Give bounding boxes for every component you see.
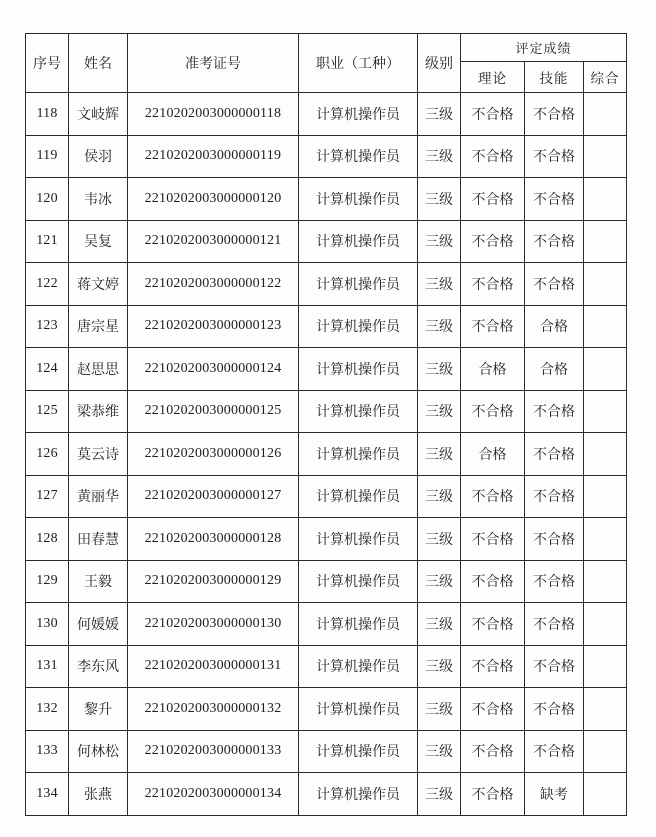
cell-seq: 119 bbox=[26, 135, 69, 178]
cell-name: 王毅 bbox=[69, 560, 128, 603]
cell-skill: 不合格 bbox=[525, 475, 584, 518]
cell-occupation: 计算机操作员 bbox=[299, 178, 418, 221]
cell-skill: 合格 bbox=[525, 305, 584, 348]
cell-theory: 不合格 bbox=[461, 475, 525, 518]
cell-seq: 125 bbox=[26, 390, 69, 433]
cell-seq: 122 bbox=[26, 263, 69, 306]
cell-seq: 134 bbox=[26, 773, 69, 816]
cell-seq: 121 bbox=[26, 220, 69, 263]
cell-theory: 不合格 bbox=[461, 390, 525, 433]
cell-theory: 不合格 bbox=[461, 773, 525, 816]
cell-seq: 130 bbox=[26, 603, 69, 646]
header-row-top bbox=[26, 34, 627, 62]
cell-level: 三级 bbox=[418, 603, 461, 646]
cell-exam-id: 2210202003000000120 bbox=[128, 178, 299, 221]
cell-skill: 不合格 bbox=[525, 603, 584, 646]
table-row bbox=[26, 220, 627, 263]
cell-seq: 120 bbox=[26, 178, 69, 221]
cell-exam-id: 2210202003000000125 bbox=[128, 390, 299, 433]
cell-level: 三级 bbox=[418, 518, 461, 561]
cell-name: 蒋文婷 bbox=[69, 263, 128, 306]
cell-seq: 128 bbox=[26, 518, 69, 561]
cell-level: 三级 bbox=[418, 220, 461, 263]
cell-seq: 132 bbox=[26, 688, 69, 731]
cell-occupation: 计算机操作员 bbox=[299, 93, 418, 136]
cell-level: 三级 bbox=[418, 93, 461, 136]
cell-seq: 126 bbox=[26, 433, 69, 476]
cell-exam-id: 2210202003000000126 bbox=[128, 433, 299, 476]
cell-exam-id: 2210202003000000124 bbox=[128, 348, 299, 391]
cell-name: 黄丽华 bbox=[69, 475, 128, 518]
cell-occupation: 计算机操作员 bbox=[299, 135, 418, 178]
cell-theory: 不合格 bbox=[461, 93, 525, 136]
cell-skill: 不合格 bbox=[525, 730, 584, 773]
cell-overall bbox=[584, 603, 627, 646]
cell-seq: 127 bbox=[26, 475, 69, 518]
header-occupation: 职业（工种） bbox=[299, 34, 418, 93]
cell-skill: 缺考 bbox=[525, 773, 584, 816]
cell-overall bbox=[584, 135, 627, 178]
cell-theory: 不合格 bbox=[461, 178, 525, 221]
header-exam-id: 准考证号 bbox=[128, 34, 299, 93]
cell-level: 三级 bbox=[418, 305, 461, 348]
cell-skill: 不合格 bbox=[525, 220, 584, 263]
table-row bbox=[26, 773, 627, 816]
cell-exam-id: 2210202003000000118 bbox=[128, 93, 299, 136]
cell-occupation: 计算机操作员 bbox=[299, 305, 418, 348]
table-row bbox=[26, 178, 627, 221]
cell-overall bbox=[584, 730, 627, 773]
cell-name: 侯羽 bbox=[69, 135, 128, 178]
cell-seq: 124 bbox=[26, 348, 69, 391]
cell-overall bbox=[584, 178, 627, 221]
cell-exam-id: 2210202003000000133 bbox=[128, 730, 299, 773]
cell-exam-id: 2210202003000000129 bbox=[128, 560, 299, 603]
cell-level: 三级 bbox=[418, 475, 461, 518]
cell-name: 梁恭维 bbox=[69, 390, 128, 433]
cell-theory: 不合格 bbox=[461, 688, 525, 731]
table-row bbox=[26, 560, 627, 603]
cell-theory: 合格 bbox=[461, 433, 525, 476]
header-assessment: 评定成绩 bbox=[461, 34, 627, 62]
cell-skill: 不合格 bbox=[525, 560, 584, 603]
header-seq: 序号 bbox=[26, 34, 69, 93]
cell-occupation: 计算机操作员 bbox=[299, 518, 418, 561]
cell-overall bbox=[584, 390, 627, 433]
cell-name: 何林松 bbox=[69, 730, 128, 773]
table-row bbox=[26, 263, 627, 306]
cell-overall bbox=[584, 348, 627, 391]
cell-level: 三级 bbox=[418, 560, 461, 603]
score-table bbox=[25, 33, 627, 816]
cell-overall bbox=[584, 305, 627, 348]
table-row bbox=[26, 135, 627, 178]
table-row bbox=[26, 475, 627, 518]
cell-occupation: 计算机操作员 bbox=[299, 220, 418, 263]
cell-overall bbox=[584, 560, 627, 603]
table-row bbox=[26, 688, 627, 731]
cell-overall bbox=[584, 220, 627, 263]
table-row bbox=[26, 518, 627, 561]
cell-level: 三级 bbox=[418, 433, 461, 476]
cell-theory: 不合格 bbox=[461, 603, 525, 646]
cell-occupation: 计算机操作员 bbox=[299, 645, 418, 688]
cell-seq: 123 bbox=[26, 305, 69, 348]
cell-theory: 不合格 bbox=[461, 645, 525, 688]
cell-overall bbox=[584, 518, 627, 561]
cell-seq: 133 bbox=[26, 730, 69, 773]
table-row bbox=[26, 348, 627, 391]
cell-skill: 不合格 bbox=[525, 263, 584, 306]
cell-exam-id: 2210202003000000122 bbox=[128, 263, 299, 306]
cell-occupation: 计算机操作员 bbox=[299, 773, 418, 816]
cell-exam-id: 2210202003000000123 bbox=[128, 305, 299, 348]
cell-skill: 不合格 bbox=[525, 518, 584, 561]
table-row bbox=[26, 645, 627, 688]
table-row bbox=[26, 433, 627, 476]
cell-exam-id: 2210202003000000134 bbox=[128, 773, 299, 816]
cell-name: 田春慧 bbox=[69, 518, 128, 561]
cell-level: 三级 bbox=[418, 773, 461, 816]
cell-theory: 不合格 bbox=[461, 730, 525, 773]
cell-name: 黎升 bbox=[69, 688, 128, 731]
cell-occupation: 计算机操作员 bbox=[299, 390, 418, 433]
cell-skill: 不合格 bbox=[525, 93, 584, 136]
cell-exam-id: 2210202003000000119 bbox=[128, 135, 299, 178]
cell-theory: 不合格 bbox=[461, 263, 525, 306]
cell-exam-id: 2210202003000000127 bbox=[128, 475, 299, 518]
cell-exam-id: 2210202003000000130 bbox=[128, 603, 299, 646]
cell-name: 张燕 bbox=[69, 773, 128, 816]
table-body bbox=[26, 93, 627, 816]
cell-skill: 不合格 bbox=[525, 390, 584, 433]
cell-level: 三级 bbox=[418, 178, 461, 221]
table-row bbox=[26, 305, 627, 348]
cell-theory: 合格 bbox=[461, 348, 525, 391]
header-theory: 理论 bbox=[461, 62, 525, 93]
cell-name: 唐宗星 bbox=[69, 305, 128, 348]
cell-skill: 不合格 bbox=[525, 135, 584, 178]
cell-occupation: 计算机操作员 bbox=[299, 475, 418, 518]
table-header bbox=[26, 34, 627, 93]
cell-seq: 129 bbox=[26, 560, 69, 603]
cell-level: 三级 bbox=[418, 348, 461, 391]
cell-theory: 不合格 bbox=[461, 220, 525, 263]
cell-theory: 不合格 bbox=[461, 518, 525, 561]
cell-occupation: 计算机操作员 bbox=[299, 603, 418, 646]
cell-skill: 不合格 bbox=[525, 645, 584, 688]
header-name: 姓名 bbox=[69, 34, 128, 93]
cell-occupation: 计算机操作员 bbox=[299, 688, 418, 731]
cell-name: 赵思思 bbox=[69, 348, 128, 391]
cell-name: 莫云诗 bbox=[69, 433, 128, 476]
cell-exam-id: 2210202003000000131 bbox=[128, 645, 299, 688]
cell-overall bbox=[584, 688, 627, 731]
cell-skill: 不合格 bbox=[525, 688, 584, 731]
table-row bbox=[26, 730, 627, 773]
cell-level: 三级 bbox=[418, 135, 461, 178]
cell-name: 吴复 bbox=[69, 220, 128, 263]
cell-exam-id: 2210202003000000128 bbox=[128, 518, 299, 561]
cell-level: 三级 bbox=[418, 390, 461, 433]
cell-overall bbox=[584, 475, 627, 518]
cell-theory: 不合格 bbox=[461, 560, 525, 603]
table-row bbox=[26, 603, 627, 646]
cell-seq: 118 bbox=[26, 93, 69, 136]
cell-level: 三级 bbox=[418, 730, 461, 773]
cell-name: 李东风 bbox=[69, 645, 128, 688]
cell-level: 三级 bbox=[418, 688, 461, 731]
cell-name: 何媛媛 bbox=[69, 603, 128, 646]
cell-name: 韦冰 bbox=[69, 178, 128, 221]
table-row bbox=[26, 390, 627, 433]
cell-skill: 不合格 bbox=[525, 178, 584, 221]
cell-exam-id: 2210202003000000132 bbox=[128, 688, 299, 731]
cell-seq: 131 bbox=[26, 645, 69, 688]
cell-occupation: 计算机操作员 bbox=[299, 730, 418, 773]
cell-name: 文岐辉 bbox=[69, 93, 128, 136]
cell-occupation: 计算机操作员 bbox=[299, 560, 418, 603]
cell-level: 三级 bbox=[418, 263, 461, 306]
header-skill: 技能 bbox=[525, 62, 584, 93]
cell-theory: 不合格 bbox=[461, 305, 525, 348]
header-level: 级别 bbox=[418, 34, 461, 93]
table-row bbox=[26, 93, 627, 136]
cell-theory: 不合格 bbox=[461, 135, 525, 178]
cell-overall bbox=[584, 433, 627, 476]
cell-occupation: 计算机操作员 bbox=[299, 433, 418, 476]
cell-overall bbox=[584, 645, 627, 688]
cell-overall bbox=[584, 773, 627, 816]
cell-exam-id: 2210202003000000121 bbox=[128, 220, 299, 263]
cell-overall bbox=[584, 93, 627, 136]
cell-occupation: 计算机操作员 bbox=[299, 348, 418, 391]
cell-skill: 合格 bbox=[525, 348, 584, 391]
cell-skill: 不合格 bbox=[525, 433, 584, 476]
header-overall: 综合 bbox=[584, 62, 627, 93]
cell-level: 三级 bbox=[418, 645, 461, 688]
cell-overall bbox=[584, 263, 627, 306]
cell-occupation: 计算机操作员 bbox=[299, 263, 418, 306]
